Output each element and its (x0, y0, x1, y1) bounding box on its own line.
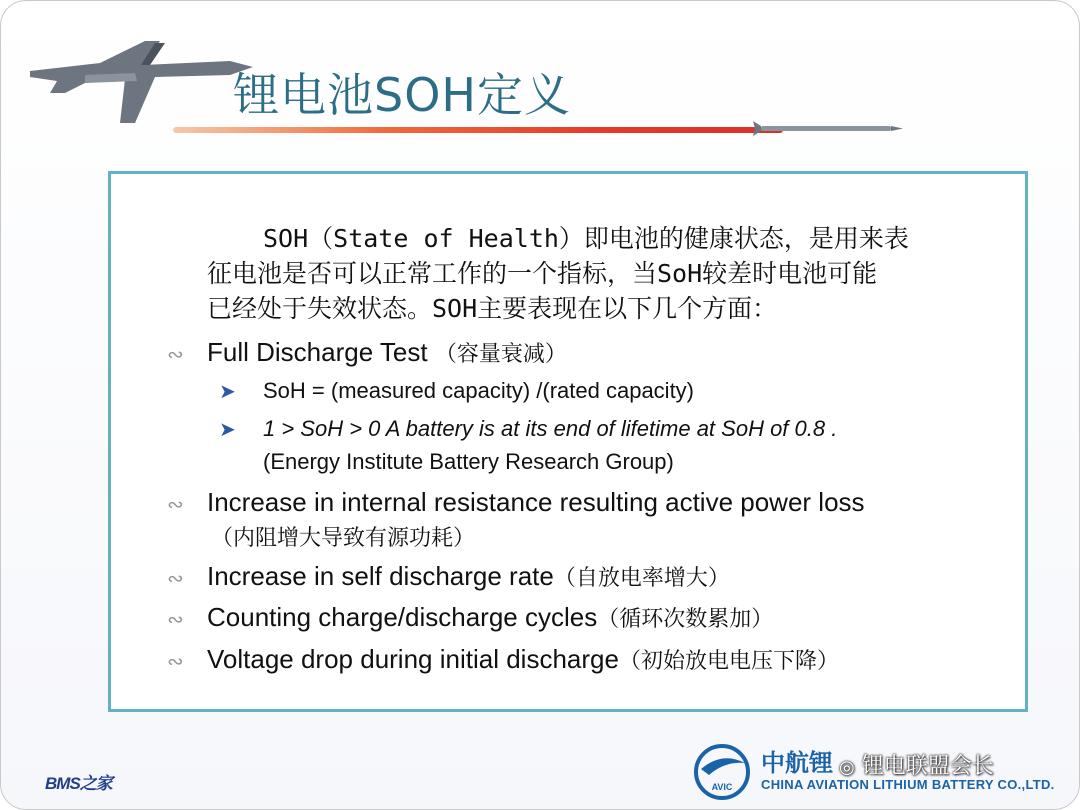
wechat-watermark (839, 749, 994, 780)
sub-bullet-text: SoH = (measured capacity) /(rated capacity) (263, 378, 695, 403)
company-name-en: CHINA AVIATION LITHIUM BATTERY CO.,LTD. (761, 777, 1055, 792)
watermark-text: 锂电联盟会长 (861, 754, 994, 779)
bullet-cycle-count (167, 602, 773, 633)
fighter-jet-icon (25, 31, 255, 131)
sub-bullet-soh-range (219, 416, 837, 442)
leaf-bullet-icon: ∾ (167, 566, 184, 590)
bullet-text: Full Discharge Test (207, 337, 435, 367)
sub-bullet-text: 1 > SoH > 0 A battery is at its end of lifetime at SoH of 0.8 . (263, 416, 838, 441)
intro-paragraph (207, 221, 1017, 326)
intro-line: 征电池是否可以正常工作的一个指标，当SoH较差时电池可能 (207, 259, 878, 288)
missile-icon (753, 121, 903, 137)
bullet-zh: （自放电率增大） (553, 566, 730, 591)
leaf-bullet-icon: ∾ (167, 342, 184, 366)
sub-bullet-source: (Energy Institute Battery Research Group) (263, 449, 674, 474)
bullet-full-discharge (167, 337, 567, 368)
bullet-voltage-drop (167, 644, 839, 675)
arrow-bullet-icon: ➤ (219, 381, 236, 403)
bullet-text: Voltage drop during initial discharge (207, 644, 619, 674)
bullet-internal-resistance (167, 487, 865, 518)
leaf-bullet-icon: ∾ (167, 492, 184, 516)
sub-bullet-soh-formula (219, 378, 694, 404)
bullet-zh: （容量衰减） (434, 342, 567, 367)
leaf-bullet-icon: ∾ (167, 649, 184, 673)
company-name-zh: 中航锂 (761, 749, 833, 777)
avic-logo-icon (691, 743, 753, 801)
bullet-self-discharge (167, 561, 730, 592)
bullet-zh: （内阻增大导致有源功耗） (211, 526, 476, 551)
title-underline (173, 127, 783, 133)
page-title: 锂电池SOH定义 (233, 68, 571, 122)
leaf-bullet-icon: ∾ (167, 607, 184, 631)
bullet-text: Increase in internal resistance resulting active power loss (207, 487, 865, 517)
intro-line: 已经处于失效状态。SOH主要表现在以下几个方面： (207, 294, 778, 323)
bms-logo: BMS之家 (45, 774, 112, 793)
arrow-bullet-icon: ➤ (219, 419, 236, 441)
intro-line: SOH（State of Health）即电池的健康状态，是用来表 (263, 224, 909, 253)
bullet-text: Increase in self discharge rate (207, 561, 554, 591)
logo-text: AVIC (711, 782, 733, 792)
wechat-icon: ◎ (839, 757, 855, 778)
bullet-zh: （初始放电电压下降） (618, 649, 839, 674)
bullet-text: Counting charge/discharge cycles (207, 602, 598, 632)
bullet-zh: （循环次数累加） (597, 607, 774, 632)
